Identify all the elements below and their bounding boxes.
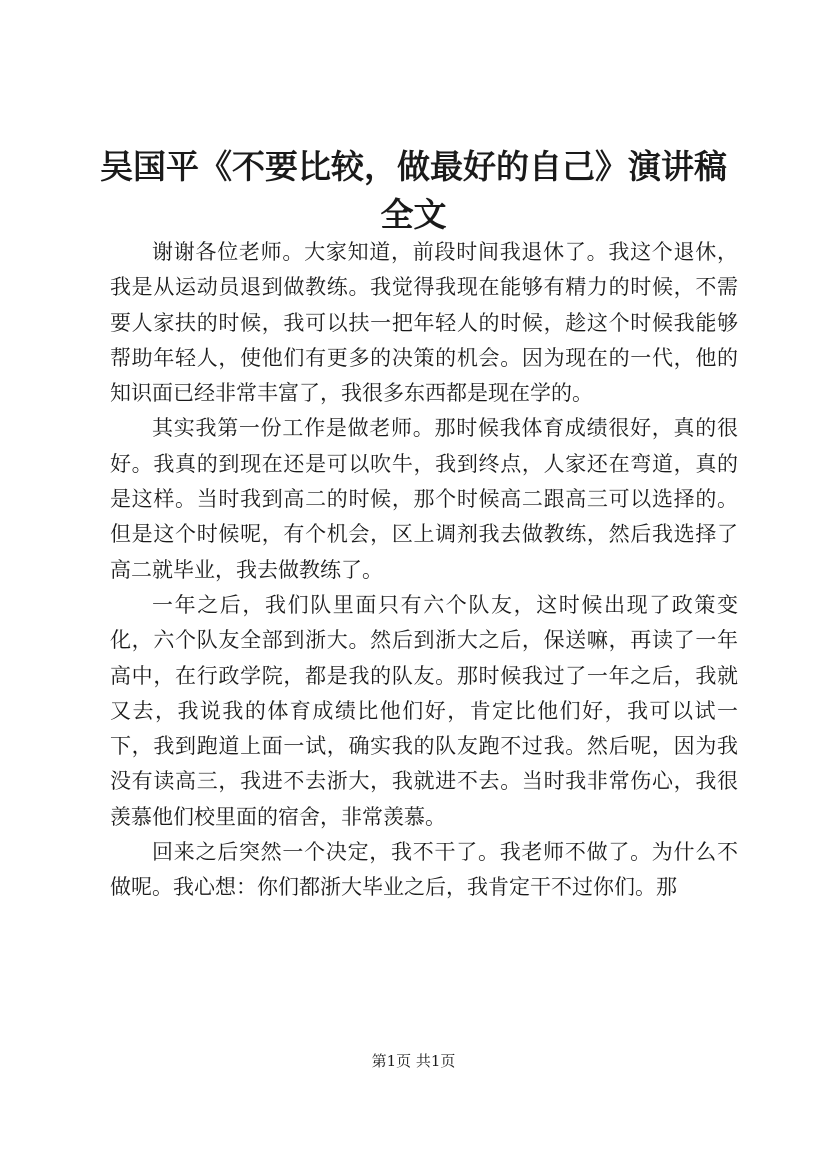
paragraph: 一年之后，我们队里面只有六个队友，这时候出现了政策变化，六个队友全部到浙大。然后到浙大之后，保送嘛，再读了一年高中，在行政学院，都是我的队友。那时候我过了一年之后，我就又去，我说我的体育成绩比他们好，肯定比他们好，我可以试一下，我到跑道上面一试，确实我的队友跑不过我。然后呢，因为我没有读高三，我进不去浙大，我就进不去。当时我非常伤心，我很羡慕他们校里面的宿舍，非常羡慕。 [110,592,738,829]
document-body [110,235,738,906]
paragraph: 回来之后突然一个决定，我不干了。我老师不做了。为什么不做呢。我心想：你们都浙大毕业之后，我肯定干不过你们。那 [110,840,738,900]
page-footer: 第1页 共1页 [371,1052,456,1070]
paragraph: 其实我第一份工作是做老师。那时候我体育成绩很好，真的很好。我真的到现在还是可以吹牛，我到终点，人家还在弯道，真的是这样。当时我到高二的时候，那个时候高二跟高三可以选择的。但是这个时候呢，有个机会，区上调剂我去做教练，然后我选择了高二就毕业，我去做教练了。 [110,416,738,582]
paragraph: 谢谢各位老师。大家知道，前段时间我退休了。我这个退休，我是从运动员退到做教练。我觉得我现在能够有精力的时候，不需要人家扶的时候，我可以扶一把年轻人的时候，趁这个时候我能够帮助年轻人，使他们有更多的决策的机会。因为现在的一代，他的知识面已经非常丰富了，我很多东西都是现在学的。 [110,240,738,406]
document-title: 吴国平《不要比较，做最好的自己》演讲稿全文 [100,147,727,234]
